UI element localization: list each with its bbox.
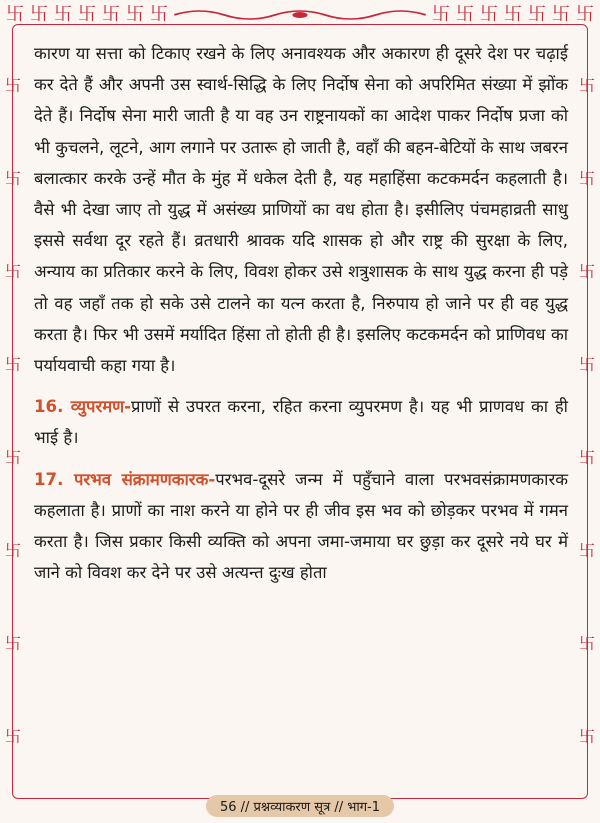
swastika-icon: 卐 [576, 4, 594, 25]
paragraph-text: प्राणों से उपरत करना, रहित करना व्युपरमण है। यह भी प्राणवध का ही भाई है। [34, 397, 568, 448]
swastika-icon: 卐 [456, 4, 474, 25]
swastika-icon: 卐 [578, 76, 595, 96]
swastika-icon: 卐 [432, 4, 450, 25]
swastika-icon: 卐 [4, 169, 21, 189]
term-heading: 16. व्युपरमण- [34, 397, 132, 417]
paragraph-text: परभव-दूसरे जन्म में पहुँचाने वाला परभवसंक्रामणकारक कहलाता है। प्राणों का नाश करने या होने पर ही जीव इस भव को छोड़कर परभव में गमन करता है। जिस प्रकार किसी व्यक्ति को अपना जमा-जमाया घर छुड़ा कर दूसरे नये घर में जाने को विवश कर देने पर उसे अत्यन्त दुःख होता [34, 469, 568, 583]
swastika-icon: 卐 [4, 355, 21, 375]
swastika-icon: 卐 [578, 169, 595, 189]
page-footer [150, 795, 450, 817]
swastika-icon: 卐 [504, 4, 522, 25]
left-border-ornament [2, 40, 24, 783]
swastika-icon: 卐 [126, 4, 144, 25]
swastika-icon: 卐 [6, 4, 24, 25]
swastika-icon: 卐 [578, 633, 595, 653]
right-border-ornament [576, 40, 598, 783]
swastika-icon: 卐 [578, 540, 595, 560]
swastika-icon: 卐 [54, 4, 72, 25]
swastika-icon: 卐 [4, 76, 21, 96]
term-heading: 17. परभव संक्रामणकारक- [34, 469, 216, 489]
swastika-icon: 卐 [4, 540, 21, 560]
swastika-icon: 卐 [578, 447, 595, 467]
swastika-icon: 卐 [30, 4, 48, 25]
swastika-icon: 卐 [578, 262, 595, 282]
top-right-swastikas [432, 6, 594, 24]
top-border-ornament [0, 2, 600, 28]
paragraph [34, 391, 568, 453]
footer-label: 56 // प्रश्नव्याकरण सूत्र // भाग-1 [206, 795, 394, 817]
paragraph [34, 464, 568, 589]
swastika-icon: 卐 [528, 4, 546, 25]
swastika-icon: 卐 [78, 4, 96, 25]
swastika-icon: 卐 [4, 262, 21, 282]
page-body [34, 38, 568, 588]
top-left-swastikas [6, 6, 168, 24]
swastika-icon: 卐 [552, 4, 570, 25]
paragraph [34, 38, 568, 381]
swastika-icon: 卐 [4, 633, 21, 653]
swastika-icon: 卐 [150, 4, 168, 25]
scroll-ornament-icon [174, 7, 426, 23]
swastika-icon: 卐 [480, 4, 498, 25]
swastika-icon: 卐 [4, 726, 21, 746]
swastika-icon: 卐 [4, 447, 21, 467]
paragraph-text: कारण या सत्ता को टिकाए रखने के लिए अनावश्यक और अकारण ही दूसरे देश पर चढ़ाई कर देते हैं और अपनी उस स्वार्थ-सिद्धि के लिए निर्दोष सेना को अपरिमित संख्या में झोंक देते हैं। निर्दोष सेना मारी जाती है या वह उन राष्ट्रनायकों का आदेश पाकर निर्दोष प्रजा को भी कुचलने, लूटने, आग लगाने पर उतारू हो जाती है, वहाँ की बहन-बेटियों के साथ जबरन बलात्कार करके उन्हें मौत के मुंह में धकेल देती है, यह महाहिंसा कटकमर्दन कहलाती है। वैसे भी देखा जाए तो युद्ध में असंख्य प्राणियों का वध होता है। इसीलिए पंचमहाव्रती साधु इससे सर्वथा दूर रहते हैं। व्रतधारी श्रावक यदि शासक हो और राष्ट्र की सुरक्षा के लिए, अन्याय का प्रतिकार करने के लिए, विवश होकर उसे शत्रुशासक के साथ युद्ध करना ही पड़े तो वह जहाँ तक हो सके उसे टालने का यत्न करता है, निरुपाय हो जाने पर ही वह युद्ध करता है। फिर भी उसमें मर्यादित हिंसा तो होती ही है। इसलिए कटकमर्दन को प्राणिवध का पर्यायवाची कहा गया है। [34, 44, 568, 376]
swastika-icon: 卐 [578, 726, 595, 746]
swastika-icon: 卐 [578, 355, 595, 375]
swastika-icon: 卐 [102, 4, 120, 25]
